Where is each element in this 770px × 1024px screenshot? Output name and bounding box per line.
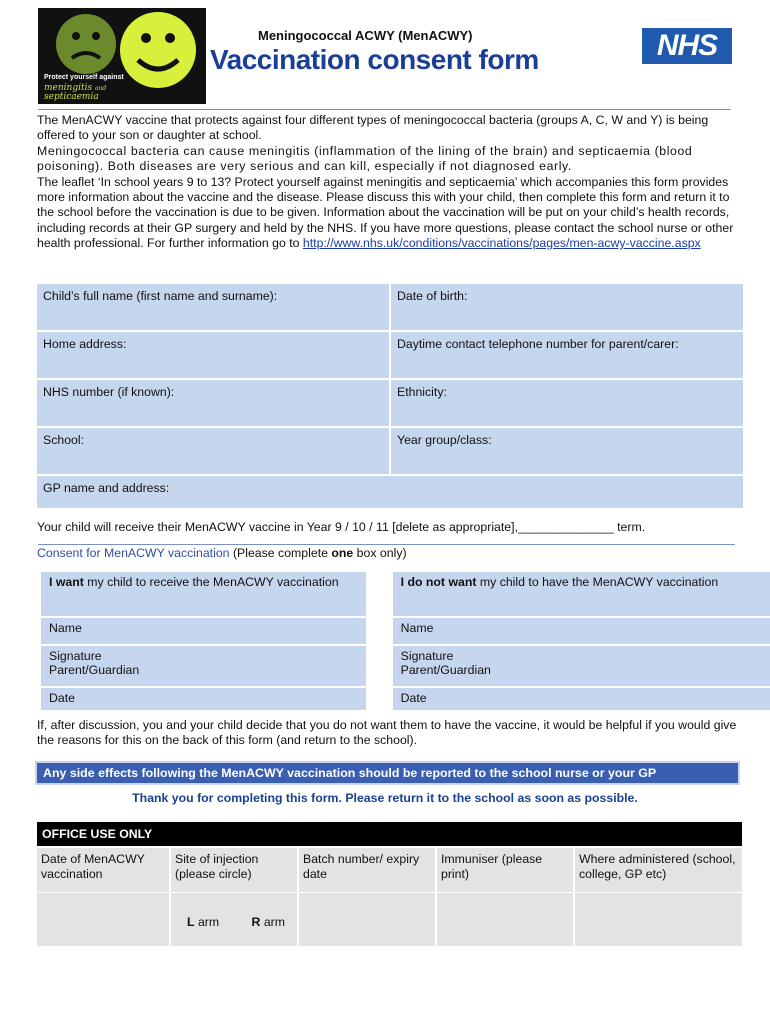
consent-instruction-pre: (Please complete [232,546,328,560]
office-site-entry[interactable] [171,893,299,946]
consent-gap [368,646,390,686]
school-field[interactable]: School: [37,428,389,474]
want-signature-label: Signature [49,649,102,663]
office-use-heading: OFFICE USE ONLY [37,822,742,846]
intro-paragraph-2 [37,175,737,252]
side-effects-banner: Any side effects following the MenACWY vaccination should be reported to the school nurse or your GP [35,761,740,785]
want-bold: I want [49,575,84,589]
office-col-date: Date of MenACWY vaccination [37,848,171,892]
office-header-row [37,848,742,892]
office-where-entry[interactable] [575,893,742,946]
intro-paragraph-2-text: The leaflet ‘In school years 9 to 13? Protect yourself against meningitis and septicaemia’ which accompanies this form provides more information about the vaccine and the disease. Please discuss this with your child, then complete this form and return it to the school before the vaccination is due to be given. Information about the vaccination will be put on your child’s health records, including records at their GP surgery and held by the NHS. If you have more questions, please contact the school nurse or other health professional. For further information go to [37,174,734,251]
header-divider [38,109,731,110]
right-arm-letter: R [251,915,261,929]
office-col-where: Where administered (school, college, GP etc) [575,848,742,892]
consent-want-box[interactable] [41,572,366,616]
office-col-immuniser: Immuniser (please print) [437,848,575,892]
logo-and: and [94,85,107,92]
not-want-name-field[interactable]: Name [393,618,770,644]
consent-not-want-box[interactable] [393,572,770,616]
office-date-entry[interactable] [37,893,171,946]
want-name-field[interactable]: Name [41,618,366,644]
form-header [0,0,770,110]
home-address-field[interactable]: Home address: [37,332,389,378]
intro-paragraph-1: The MenACWY vaccine that protects against four different types of meningococcal bacteria (groups A, C, W and Y) is being offered to your son or daughter at school. [37,113,709,143]
right-arm-option[interactable] [252,915,286,930]
office-col-site: Site of injection (please circle) [171,848,299,892]
consent-gap [368,618,390,644]
nhs-logo: NHS [642,28,732,64]
consent-table [39,570,770,712]
consent-instruction-post: box only) [356,546,407,560]
left-arm-text: arm [197,915,220,929]
right-arm-text: arm [263,915,285,929]
dob-field[interactable]: Date of birth: [391,284,743,330]
nhs-info-link[interactable]: http://www.nhs.uk/conditions/vaccinations/pages/men-acwy-vaccine.aspx [302,236,701,251]
intro-paragraph-1b: Meningococcal bacteria can cause meningitis (inflammation of the lining of the brain) and septicaemia (blood poisoning). Both diseases are very serious and can kill, especially if not diagnosed early. [37,143,693,174]
not-want-bold: I do not want [400,575,477,589]
reasons-text: If, after discussion, you and your child decide that you do not want them to have the vaccine, it would be helpful if you would give the reasons for this on the back of this form (and return to the school). [37,718,737,748]
nhs-number-field[interactable]: NHS number (if known): [37,380,389,426]
child-details-table [35,282,745,510]
not-want-date-field[interactable]: Date [393,688,770,710]
form-subtitle: Meningococcal ACWY (MenACWY) [258,28,473,43]
consent-instruction-bold: one [331,546,354,560]
logo-line1: meningitis [44,83,93,93]
page-title: Vaccination consent form [210,44,539,75]
office-entry-row [37,893,742,946]
left-arm-option[interactable] [187,915,219,930]
logo-tagline: Protect yourself against [44,74,124,81]
office-immuniser-entry[interactable] [437,893,575,946]
office-batch-entry[interactable] [299,893,437,946]
want-signature-field[interactable] [41,646,366,686]
arm-options [187,897,285,930]
want-parent-label: Parent/Guardian [49,663,140,677]
gp-field[interactable]: GP name and address: [37,476,743,508]
not-want-text: my child to have the MenACWY vaccination [479,575,719,589]
not-want-signature-label: Signature [400,649,454,663]
phone-field[interactable]: Daytime contact telephone number for parent/carer: [391,332,743,378]
consent-heading [37,546,407,560]
year-group-field[interactable]: Year group/class: [391,428,743,474]
consent-title: Consent for MenACWY vaccination [37,546,230,560]
meningitis-logo [38,8,206,104]
want-text: my child to receive the MenACWY vaccination [87,575,339,589]
consent-gap [368,688,390,710]
consent-divider [38,544,735,545]
thanks-text: Thank you for completing this form. Please return it to the school as soon as possible. [132,791,638,805]
ethnicity-field[interactable]: Ethnicity: [391,380,743,426]
office-col-batch: Batch number/ expiry date [299,848,437,892]
consent-gap [368,572,390,616]
not-want-parent-label: Parent/Guardian [400,663,491,677]
vaccine-year-text: Your child will receive their MenACWY vaccine in Year 9 / 10 / 11 [delete as appropriate],______________ term. [37,520,646,534]
left-arm-letter: L [187,915,195,929]
logo-text [44,84,106,102]
want-date-field[interactable]: Date [41,688,366,710]
not-want-signature-field[interactable] [393,646,770,686]
logo-line2: septicaemia [44,92,99,102]
child-name-field[interactable]: Child’s full name (first name and surname): [37,284,389,330]
intro-text [37,113,737,252]
